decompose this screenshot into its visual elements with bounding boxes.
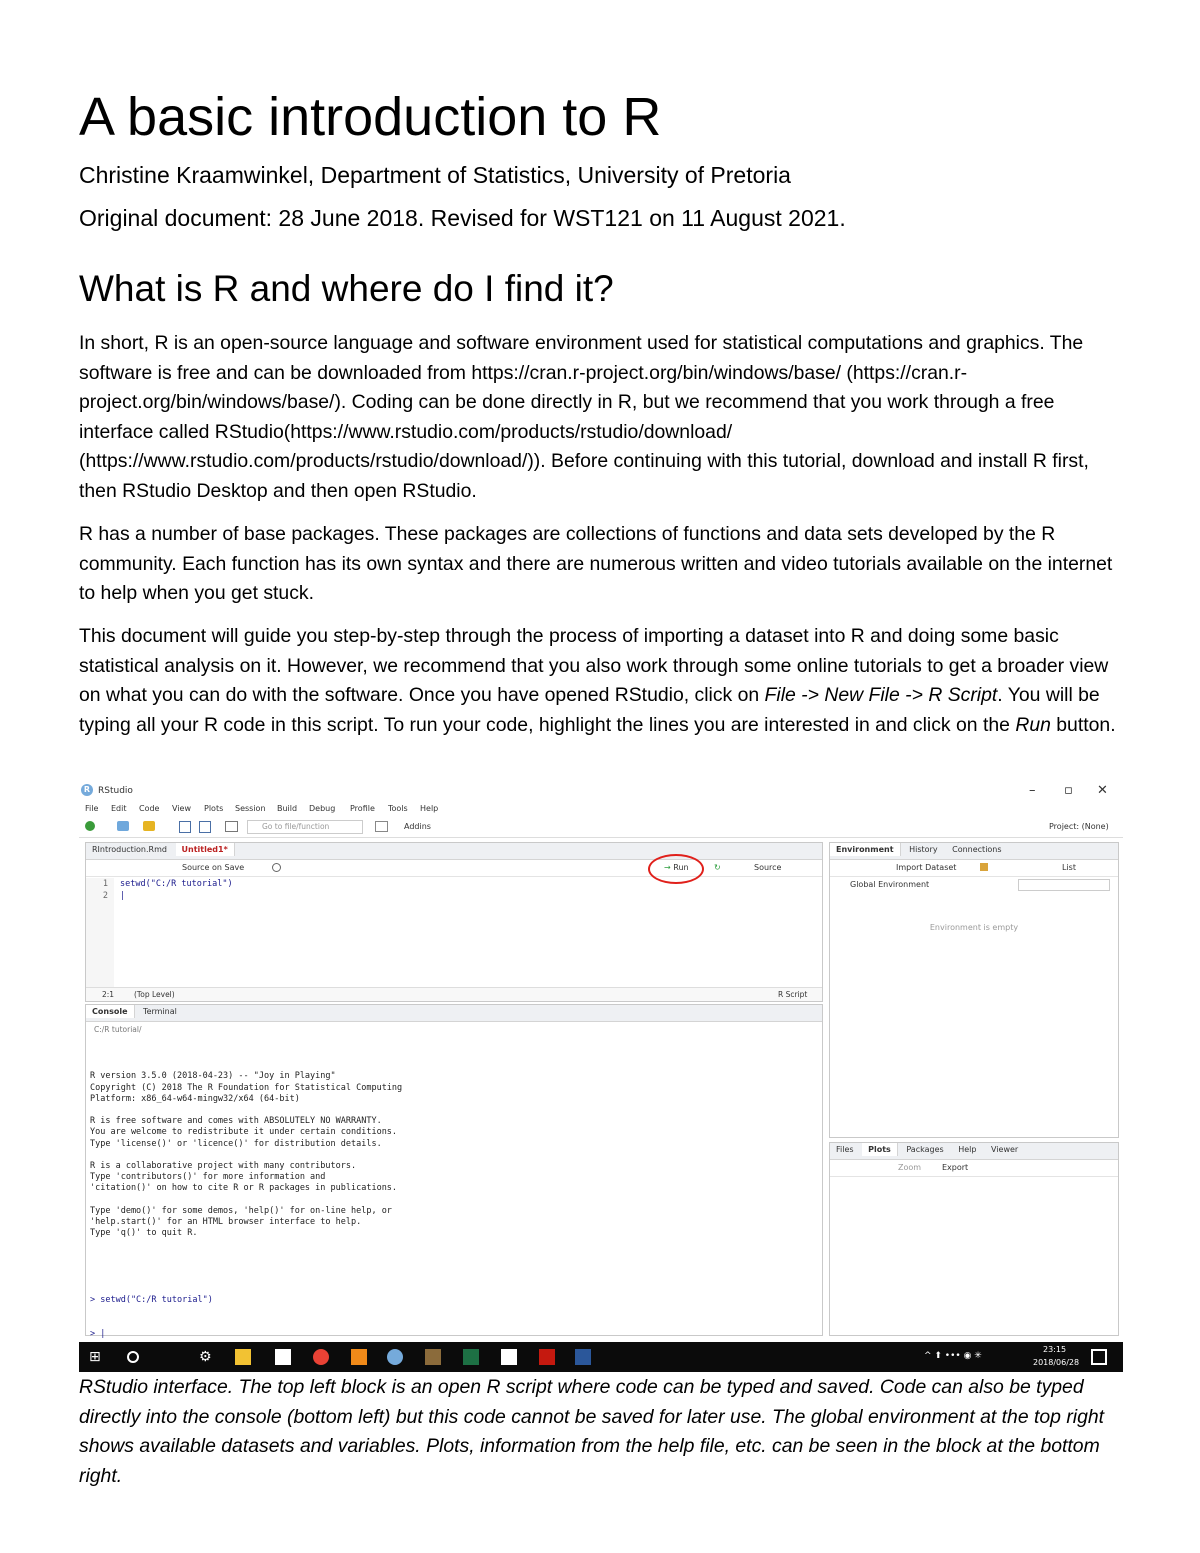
plots-toolbar (830, 1160, 1118, 1177)
broom-icon[interactable] (980, 863, 988, 871)
menu-edit[interactable]: Edit (111, 804, 127, 813)
maximize-button[interactable]: ▫ (1064, 783, 1073, 798)
tab-untitled1[interactable]: Untitled1* (176, 843, 235, 856)
run-arrow-icon: → (664, 863, 671, 872)
tab-connections[interactable]: Connections (952, 845, 1002, 854)
console-output (90, 1049, 402, 1362)
tab-plots[interactable]: Plots (862, 1143, 898, 1156)
paragraph-guide-part3: button. (1050, 713, 1116, 736)
import-dataset-button[interactable]: Import Dataset (896, 863, 957, 872)
minimize-button[interactable]: – (1029, 783, 1036, 798)
editor-toolbar (86, 860, 822, 877)
chrome-icon[interactable] (313, 1349, 329, 1365)
menu-bar (79, 802, 1123, 816)
tab-console[interactable]: Console (86, 1005, 135, 1018)
environment-scope (830, 877, 1118, 892)
line-number: 1 (102, 879, 108, 889)
figure-caption: RStudio interface. The top left block is an open R script where code can be typed and saved. Code can also be typed directly into the console (bottom left) but this code cannot be saved for later use. The global environment at the top right shows available datasets and variables. Plots, information from the help file, etc. can be seen in the block at the bottom right. (79, 1376, 1105, 1487)
date-line: Original document: 28 June 2018. Revised for WST121 on 11 August 2021. (79, 205, 846, 231)
menu-plots[interactable]: Plots (204, 804, 224, 813)
excel-icon[interactable] (463, 1349, 479, 1365)
windows-taskbar (79, 1342, 1123, 1372)
gear-icon[interactable]: ⚙ (199, 1349, 212, 1365)
console-prompt[interactable]: > | (90, 1328, 106, 1339)
acrobat-icon[interactable] (539, 1349, 555, 1365)
zoom-button[interactable]: Zoom (898, 1163, 922, 1172)
vlc-icon[interactable] (351, 1349, 367, 1365)
plots-pane (829, 1142, 1119, 1336)
env-search-input[interactable] (1018, 879, 1110, 891)
environment-empty-message: Environment is empty (929, 923, 1019, 932)
cursor-position: 2:1 (102, 990, 115, 999)
editor-status-bar (86, 987, 822, 1001)
source-button[interactable]: Source (754, 863, 782, 872)
editor-gutter (86, 878, 114, 988)
editor-tabs (86, 843, 822, 860)
clock-date[interactable]: 2018/06/28 (1033, 1358, 1080, 1367)
menu-view[interactable]: View (172, 804, 191, 813)
tab-viewer[interactable]: Viewer (991, 1145, 1019, 1154)
tab-rintroduction[interactable]: RIntroduction.Rmd (92, 845, 167, 854)
menu-code[interactable]: Code (139, 804, 160, 813)
tab-environment[interactable]: Environment (830, 843, 901, 856)
menu-build[interactable]: Build (277, 804, 298, 813)
code-line: setwd("C:/R tutorial") (120, 879, 233, 889)
plots-tabs (830, 1143, 1118, 1160)
console-tabs (86, 1005, 822, 1022)
search-icon[interactable] (272, 863, 281, 872)
line-number: 2 (102, 891, 108, 901)
paragraph-guide-part2: . You will be typing all your R code in this script. To run your code, highlight the lines you are interested in and click on the (79, 684, 1100, 736)
tab-history[interactable]: History (909, 845, 938, 854)
word-icon[interactable] (575, 1349, 591, 1365)
photos-icon[interactable] (425, 1349, 441, 1365)
paragraph-packages: R has a number of base packages. These packages are collections of functions and data sets developed by the R community. Each function has its own syntax and there are numerous written and video tutorials available on the internet to help when you get stuck. (79, 523, 1113, 604)
system-tray[interactable]: ^ ⬆ ••• ◉ ✳ (924, 1351, 982, 1361)
source-on-save-checkbox[interactable]: Source on Save (182, 863, 245, 872)
file-explorer-icon[interactable] (235, 1349, 251, 1365)
section-heading: What is R and where do I find it? (79, 268, 614, 309)
notepad-icon[interactable] (501, 1349, 517, 1365)
app-title: RStudio (98, 786, 133, 796)
menu-tools[interactable]: Tools (388, 804, 408, 813)
run-label: Run (673, 863, 689, 872)
menu-path: File -> New File -> R Script (764, 684, 998, 706)
notification-icon[interactable] (1091, 1349, 1107, 1365)
open-project-icon[interactable] (117, 821, 129, 831)
paragraph-guide-part1: This document will guide you step-by-step through the process of importing a dataset into R and doing some basic statistical analysis on it. However, we recommend that you also work through some online tutorials to get a broader view on what you can do with the software. Once you have opened RStudio, click on (79, 625, 1109, 706)
new-file-icon[interactable] (85, 821, 95, 831)
tab-terminal[interactable]: Terminal (143, 1007, 177, 1016)
editor-pane (85, 842, 823, 1002)
export-button[interactable]: Export (942, 1163, 969, 1172)
paragraph-intro: In short, R is an open-source language and software environment used for statistical computations and graphics. The software is free and can be downloaded from https://cran.r-project.org/bin/windows/base/ (https://cran.r-project.org/bin/windows/base/). Coding can be done directly in R, but we recommend that you work through a free interface called RStudio(https://www.rstudio.com/products/rstudio/download/ (https://www.rstudio.com/products/rstudio/download/)). Before continuing with this tutorial, download and install R first, then RStudio Desktop and then open RStudio. (79, 332, 1089, 502)
author-line: Christine Kraamwinkel, Department of Statistics, University of Pretoria (79, 162, 791, 188)
console-text: R version 3.5.0 (2018-04-23) -- "Joy in Playing" Copyright (C) 2018 The R Foundation for Statistical Computing Platform: x86_64-w64-mingw32/x64 (64-bit) R is free software and comes with ABSOLUTELY NO WARRANTY. You are welcome to redistribute it under certain conditions. Type 'license()' or 'licence()' for distribution details. R is a collaborative project with many contributors. Type 'contributors()' for more information and 'citation()' on how to cite R or R packages in publications. Type 'demo()' for some demos, 'help()' for on-line help, or 'help.start()' for an HTML browser interface to help. Type 'q()' to quit R. (90, 1071, 403, 1239)
rstudio-screenshot (79, 780, 1123, 1372)
environment-tabs (830, 843, 1118, 860)
main-toolbar (79, 817, 1123, 838)
tab-files[interactable]: Files (836, 1145, 854, 1154)
menu-file[interactable]: File (85, 804, 99, 813)
menu-profile[interactable]: Profile (350, 804, 375, 813)
code-cursor: | (120, 891, 126, 901)
save-all-icon[interactable] (199, 821, 211, 833)
code-area[interactable] (120, 878, 233, 902)
store-icon[interactable] (275, 1349, 291, 1365)
rstudio-logo-icon: R (81, 784, 93, 796)
goto-file-input[interactable]: Go to file/function (247, 820, 363, 834)
addins-menu[interactable]: Addins (404, 822, 431, 831)
console-pane (85, 1004, 823, 1339)
save-icon[interactable] (179, 821, 191, 833)
paragraph-guide (79, 622, 1124, 740)
scope-select[interactable]: Global Environment (850, 880, 930, 889)
page-title: A basic introduction to R (79, 87, 662, 147)
open-file-icon[interactable] (143, 821, 155, 831)
grid-icon[interactable] (375, 821, 388, 832)
project-menu[interactable]: Project: (None) (1049, 822, 1109, 831)
print-icon[interactable] (225, 821, 238, 832)
console-command: > setwd("C:/R tutorial") (90, 1295, 213, 1306)
file-type[interactable]: R Script (778, 990, 808, 999)
window-titlebar (79, 780, 1123, 802)
search-icon[interactable] (127, 1351, 139, 1363)
close-button[interactable]: ✕ (1097, 783, 1108, 798)
run-button[interactable] (664, 863, 689, 872)
environment-toolbar (830, 860, 1118, 877)
scope-indicator[interactable]: (Top Level) (134, 990, 175, 999)
windows-start-icon[interactable]: ⊞ (89, 1349, 101, 1365)
run-word: Run (1015, 713, 1051, 736)
menu-help[interactable]: Help (420, 804, 439, 813)
environment-pane (829, 842, 1119, 1138)
menu-session[interactable]: Session (235, 804, 266, 813)
tab-packages[interactable]: Packages (906, 1145, 944, 1154)
clock-time[interactable]: 23:15 (1043, 1345, 1067, 1354)
console-path: C:/R tutorial/ (94, 1025, 142, 1034)
rerun-icon[interactable]: ↻ (714, 863, 721, 872)
menu-debug[interactable]: Debug (309, 804, 336, 813)
list-view-toggle[interactable]: List (1062, 863, 1076, 872)
tab-help[interactable]: Help (958, 1145, 977, 1154)
rstudio-taskbar-icon[interactable] (387, 1349, 403, 1365)
